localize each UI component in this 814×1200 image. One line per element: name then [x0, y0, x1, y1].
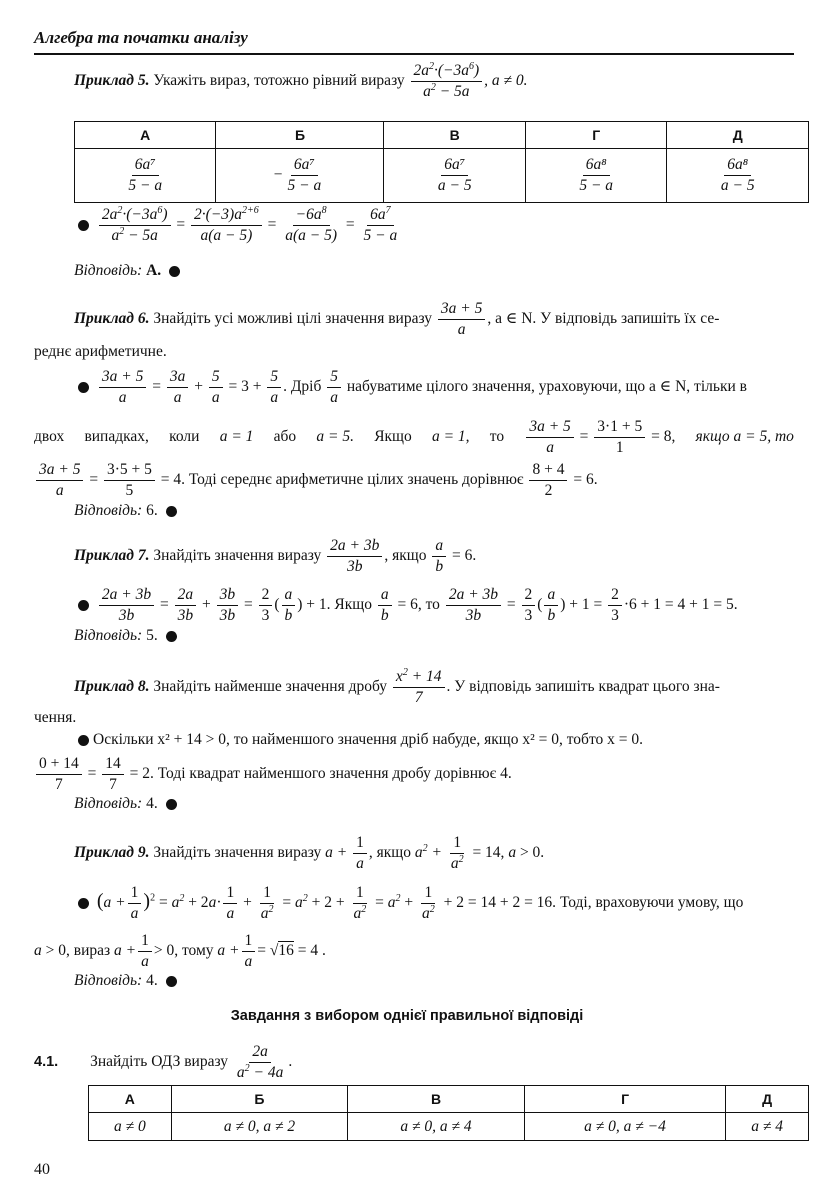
example-7-statement: Приклад 7. Знайдіть значення виразу $\frac{2a + 3b}{3b}$ , якщо $\frac{a}{b}$ = 6.	[74, 537, 477, 575]
example-8-answer	[74, 795, 181, 813]
option-d-cell: a ≠ 0, a ≠ −4	[524, 1113, 725, 1141]
example-5-label: Приклад 5.	[74, 71, 150, 89]
answer-value: 6.	[146, 502, 158, 519]
example-8-label: Приклад 8.	[74, 677, 150, 695]
solution-text: Тоді, враховуючи умову, що	[559, 893, 744, 911]
example-6-text-end: реднє арифметичне.	[34, 343, 167, 360]
word: випадках,	[84, 428, 149, 446]
section-title: Завдання з вибором однієї правильної відповіді	[230, 1008, 584, 1024]
example-5-fraction: $\frac{2a^2\cdot(-3a^6)}{a^2 - 5a}$	[411, 62, 483, 101]
task-4-1-options-table	[88, 1085, 809, 1141]
bullet-icon	[166, 976, 177, 987]
example-8-solution-1	[74, 731, 643, 749]
bullet-icon	[166, 506, 177, 517]
option-fraction: $\frac{\text{6a⁷}}{5 - a}$	[287, 156, 322, 194]
word: якщо a = 5, то	[695, 428, 794, 446]
example-6-answer	[74, 502, 181, 520]
answer-value: 5.	[146, 627, 158, 644]
example-5-statement	[74, 62, 528, 101]
example-5-answer	[74, 262, 184, 280]
option-b-cell: a ≠ 0, a ≠ 2	[171, 1113, 348, 1141]
task-text: Знайдіть ОДЗ виразу	[90, 1052, 229, 1070]
word: або	[273, 428, 297, 446]
table-header-cell: Б	[171, 1086, 348, 1113]
table-header-cell: А	[75, 122, 216, 149]
option-fraction: $\frac{\text{6a⁷}}{5 - a}$	[128, 156, 163, 194]
example-7-solution: $\frac{2a + 3b}{3b}$ = $\frac{2a}{3b}$ + $\frac{3b}{3b}$ = $\frac{2}{3}$ ( $\frac{a}{b}$ ) + 1. Якщо $\frac{a}{b}$ = 6, то $\frac{2a + 3b}{3b}$ = $\frac{2}{3}$ ( $\frac{a}{b}$ ) + 1 = $\frac{2}{3}$ ·6 + 1 = 4 + 1 = 5.	[74, 586, 738, 625]
answer-label: Відповідь:	[74, 627, 143, 644]
word: двох	[34, 428, 65, 446]
word: a = 5.	[316, 428, 354, 446]
bullet-icon	[169, 266, 180, 277]
option-fraction: $\frac{\text{6a⁷}}{a - 5}$	[437, 156, 472, 194]
solution-text: набуватиме цілого значення, ураховуючи, що a ∈ N, тільки в	[346, 377, 747, 395]
solution-text: Тоді квадрат найменшого значення дробу дорівнює 4.	[157, 764, 512, 782]
table-header-row	[89, 1086, 809, 1113]
option-e-cell: a ≠ 4	[726, 1113, 809, 1141]
bullet-icon	[78, 735, 89, 746]
word: a = 1,	[431, 428, 470, 446]
table-header-cell: Г	[525, 122, 666, 149]
option-c-cell	[384, 149, 525, 203]
example-8-solution-2: $\frac{0 + 14}{7}$ = $\frac{14}{7}$ = 2. Тоді квадрат найменшого значення дробу дорівнює 4.	[34, 755, 512, 794]
answer-value: 4.	[146, 972, 158, 989]
table-header-cell: Д	[726, 1086, 809, 1113]
option-d-cell	[525, 149, 666, 203]
option-a-cell: a ≠ 0	[89, 1113, 172, 1141]
bullet-icon	[78, 898, 89, 909]
example-8-text-cont: . У відповідь запишіть квадрат цього зна-	[446, 677, 720, 695]
table-header-cell: А	[89, 1086, 172, 1113]
example-9-text: Знайдіть значення виразу	[153, 843, 322, 861]
example-8-statement: Приклад 8. Знайдіть найменше значення дробу $\frac{x^2 + 14}{7}$ . У відповідь запишіть квадрат цього зна-	[74, 666, 720, 706]
solution-text: Якщо	[334, 595, 372, 613]
answer-label: Відповідь:	[74, 972, 143, 989]
example-9-statement: Приклад 9. Знайдіть значення виразу a + $\frac{1}{a}$ , якщо $a^2$ + $\frac{1}{a^2}$ = 14, a > 0.	[74, 834, 545, 872]
example-6-statement: Приклад 6. Знайдіть усі можливі цілі значення виразу $\frac{3a + 5}{a}$ , a ∈ N. У відповідь запишіть їх се-	[74, 300, 720, 338]
table-header-cell: В	[384, 122, 525, 149]
option-c-cell: a ≠ 0, a ≠ 4	[348, 1113, 525, 1141]
table-header-cell: Б	[216, 122, 384, 149]
example-6-label: Приклад 6.	[74, 309, 150, 327]
example-9-solution-1: (a + $\frac{1}{a}$ )$^2 = a^2 + 2a\cdot$ $\frac{1}{a}$ + $\frac{1}{a^2}$ = $a^2 + 2$ + $\frac{1}{a^2}$ = $a^2$ + $\frac{1}{a^2}$ + 2 = 14 + 2 = 16. Тоді, враховуючи умову, що	[74, 884, 743, 923]
table-header-cell: Г	[524, 1086, 725, 1113]
example-6-solution-1: $\frac{3a + 5}{a}$ = $\frac{3a}{a}$ + $\frac{5}{a}$ = 3 + $\frac{5}{a}$ . Дріб $\frac{5}{a}$ набуватиме цілого значення, ураховуючи, що a ∈ N, тільки в	[74, 368, 747, 407]
option-e-cell	[667, 149, 809, 203]
answer-label: Відповідь:	[74, 502, 143, 519]
example-6-text-cont: , a ∈ N. У відповідь запишіть їх се-	[487, 309, 720, 327]
word: то	[489, 428, 505, 446]
table-row	[75, 149, 809, 203]
running-header: Алгебра та початки аналізу	[34, 28, 248, 47]
solution-text: Оскільки x² + 14 > 0, то найменшого значення дріб набуде, якщо x² = 0, тобто x = 0.	[93, 731, 644, 748]
option-fraction: $\frac{\text{6a⁸}}{5 - a}$	[579, 156, 614, 194]
option-fraction: $\frac{\text{6a⁸}}{a - 5}$	[720, 156, 755, 194]
example-9-answer	[74, 972, 181, 990]
option-b-cell	[216, 149, 384, 203]
word: коли	[169, 428, 200, 446]
example-8-text-end: чення.	[34, 709, 77, 726]
header-rule	[34, 53, 794, 55]
word: Якщо	[374, 428, 412, 446]
table-header-cell: В	[348, 1086, 525, 1113]
option-sign: −	[273, 166, 283, 184]
example-7-label: Приклад 7.	[74, 546, 150, 564]
example-7-text: Знайдіть значення виразу	[153, 546, 322, 564]
example-6-solution-2: двох випадках, коли a = 1 або a = 5. Якщо a = 1, то $\frac{3a + 5}{a}$ = $\frac{3\cdot 1 + 5}{1}$ = 8, якщо a = 5, то	[34, 418, 794, 456]
task-number: 4.1.	[34, 1053, 59, 1070]
answer-value: А.	[146, 262, 162, 279]
solution-text: Дріб	[290, 377, 322, 395]
answer-value: 4.	[146, 795, 158, 812]
example-7-cond: , якщо	[384, 546, 427, 564]
example-7-answer	[74, 627, 181, 645]
solution-text: Тоді середнє арифметичне цілих значень дорівнює	[188, 470, 524, 488]
table-row	[89, 1113, 809, 1141]
bullet-icon	[78, 382, 89, 393]
answer-label: Відповідь:	[74, 795, 143, 812]
example-5-text: Укажіть вираз, тотожно рівний виразу	[153, 71, 405, 89]
bullet-icon	[166, 631, 177, 642]
example-9-label: Приклад 9.	[74, 843, 150, 861]
example-5-condition: , a ≠ 0.	[484, 71, 528, 89]
example-6-solution-3: $\frac{3a + 5}{a}$ = $\frac{3\cdot 5 + 5}{5}$ = 4. Тоді середнє арифметичне цілих значень дорівнює $\frac{8 + 4}{2}$ = 6.	[34, 461, 598, 500]
page-number: 40	[34, 1161, 50, 1178]
answer-label: Відповідь:	[74, 262, 143, 279]
solution-text: то	[425, 595, 440, 613]
bullet-icon	[166, 799, 177, 810]
example-5-solution: $\frac{2a^2\cdot(-3a^6)}{a^2 - 5a}$ = $\frac{2\cdot(-3)a^{2+6}}{a(a - 5)}$ = $\frac{-6a^8}{a(a - 5)}$ = $\frac{6a^7}{5 - a}$	[74, 206, 402, 245]
example-5-options-table	[74, 121, 809, 203]
example-9-solution-2: a > 0, вираз a + $\frac{1}{a}$ > 0, тому a + $\frac{1}{a}$ = √16 = 4 .	[34, 932, 326, 970]
bullet-icon	[78, 600, 89, 611]
example-6-text: Знайдіть усі можливі цілі значення виразу	[153, 309, 432, 327]
table-header-cell: Д	[667, 122, 809, 149]
table-header-row	[75, 122, 809, 149]
example-9-cond: , якщо	[368, 843, 411, 861]
bullet-icon	[78, 220, 89, 231]
option-a-cell	[75, 149, 216, 203]
word: a = 1	[219, 428, 254, 446]
solution-text: вираз	[73, 941, 111, 959]
task-4-1-statement: 4.1. Знайдіть ОДЗ виразу $\frac{2a}{a^2 - 4a}$ .	[34, 1043, 293, 1081]
example-8-text: Знайдіть найменше значення дробу	[153, 677, 388, 695]
